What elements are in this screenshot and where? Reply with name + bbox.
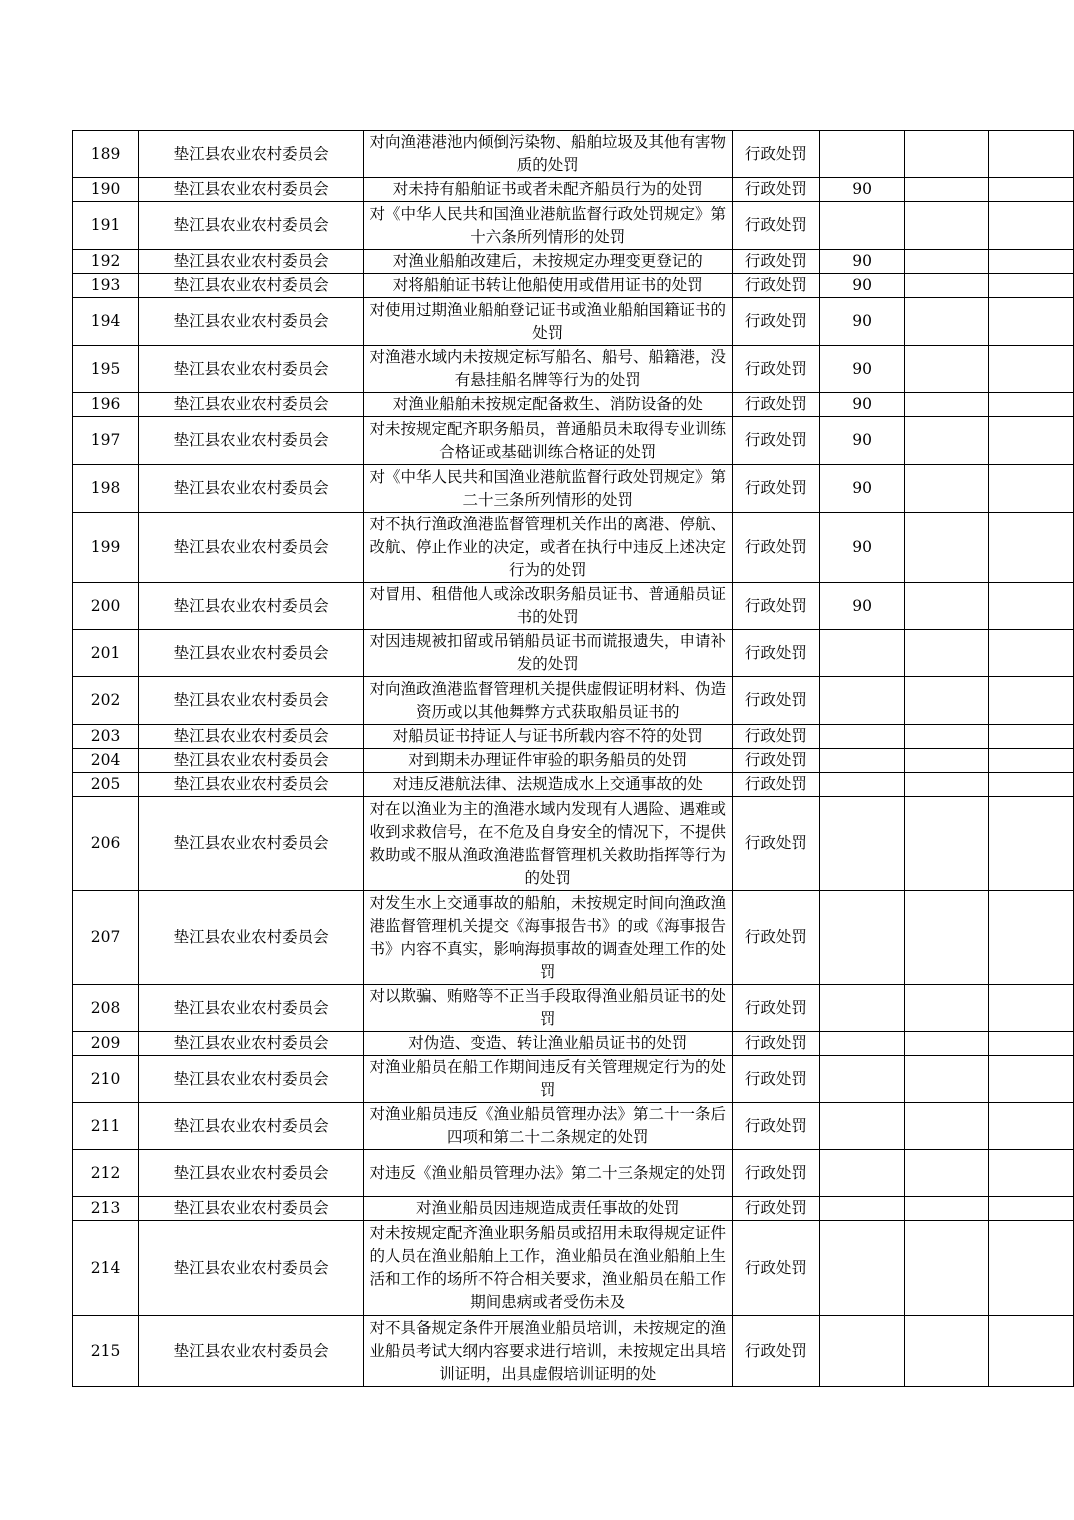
table-row: [73, 1032, 1074, 1056]
item-name-cell: 对伪造、变造、转让渔业船员证书的处罚: [364, 1032, 732, 1056]
item-type-cell: 行政处罚: [732, 465, 820, 513]
extra-cell-1: [904, 393, 989, 417]
item-number-cell: 213: [73, 1197, 139, 1221]
item-name-cell: 对违反《渔业船员管理办法》第二十三条规定的处罚: [364, 1150, 732, 1197]
item-name-cell: 对将船舶证书转让他船使用或借用证书的处罚: [364, 274, 732, 298]
extra-cell-1: [904, 677, 989, 725]
extra-cell-2: [989, 630, 1074, 677]
item-number-cell: 191: [73, 202, 139, 250]
extra-cell-1: [904, 1056, 989, 1103]
extra-cell-2: [989, 202, 1074, 250]
item-name-cell: 对到期未办理证件审验的职务船员的处罚: [364, 749, 732, 773]
department-cell: 垫江县农业农村委员会: [139, 393, 364, 417]
time-limit-cell: [820, 1221, 905, 1316]
item-type-cell: 行政处罚: [732, 1316, 820, 1387]
item-name-cell: 对《中华人民共和国渔业港航监督行政处罚规定》第十六条所列情形的处罚: [364, 202, 732, 250]
item-type-cell: 行政处罚: [732, 250, 820, 274]
department-cell: 垫江县农业农村委员会: [139, 131, 364, 178]
extra-cell-1: [904, 891, 989, 985]
item-name-cell: 对渔业船员违反《渔业船员管理办法》第二十一条后四项和第二十二条规定的处罚: [364, 1103, 732, 1150]
department-cell: 垫江县农业农村委员会: [139, 891, 364, 985]
item-name-cell: 对未持有船舶证书或者未配齐船员行为的处罚: [364, 178, 732, 202]
table-body: [73, 131, 1074, 1387]
extra-cell-1: [904, 1221, 989, 1316]
item-number-cell: 210: [73, 1056, 139, 1103]
department-cell: 垫江县农业农村委员会: [139, 725, 364, 749]
table-row: [73, 1056, 1074, 1103]
extra-cell-1: [904, 274, 989, 298]
department-cell: 垫江县农业农村委员会: [139, 346, 364, 393]
table-row: [73, 797, 1074, 891]
item-type-cell: 行政处罚: [732, 1032, 820, 1056]
department-cell: 垫江县农业农村委员会: [139, 630, 364, 677]
item-name-cell: 对在以渔业为主的渔港水域内发现有人遇险、遇难或收到求救信号，在不危及自身安全的情况下，不提供救助或不服从渔政渔港监督管理机关救助指挥等行为的处罚: [364, 797, 732, 891]
item-number-cell: 202: [73, 677, 139, 725]
time-limit-cell: 90: [820, 513, 905, 583]
item-name-cell: 对不执行渔政渔港监督管理机关作出的离港、停航、改航、停止作业的决定，或者在执行中违反上述决定行为的处罚: [364, 513, 732, 583]
item-type-cell: 行政处罚: [732, 797, 820, 891]
extra-cell-2: [989, 891, 1074, 985]
extra-cell-2: [989, 298, 1074, 346]
table-row: [73, 298, 1074, 346]
extra-cell-2: [989, 131, 1074, 178]
table-row: [73, 725, 1074, 749]
table-row: [73, 985, 1074, 1032]
item-number-cell: 209: [73, 1032, 139, 1056]
item-number-cell: 204: [73, 749, 139, 773]
extra-cell-1: [904, 1197, 989, 1221]
extra-cell-1: [904, 417, 989, 465]
item-number-cell: 199: [73, 513, 139, 583]
item-number-cell: 194: [73, 298, 139, 346]
department-cell: 垫江县农业农村委员会: [139, 1197, 364, 1221]
extra-cell-2: [989, 1056, 1074, 1103]
table-row: [73, 465, 1074, 513]
extra-cell-1: [904, 202, 989, 250]
item-name-cell: 对渔业船员因违规造成责任事故的处罚: [364, 1197, 732, 1221]
time-limit-cell: [820, 985, 905, 1032]
item-type-cell: 行政处罚: [732, 725, 820, 749]
extra-cell-2: [989, 677, 1074, 725]
time-limit-cell: [820, 1316, 905, 1387]
extra-cell-1: [904, 583, 989, 630]
item-number-cell: 196: [73, 393, 139, 417]
item-number-cell: 190: [73, 178, 139, 202]
department-cell: 垫江县农业农村委员会: [139, 274, 364, 298]
time-limit-cell: 90: [820, 583, 905, 630]
item-type-cell: 行政处罚: [732, 891, 820, 985]
extra-cell-2: [989, 178, 1074, 202]
table-row: [73, 749, 1074, 773]
extra-cell-2: [989, 346, 1074, 393]
item-name-cell: 对渔港水域内未按规定标写船名、船号、船籍港，没有悬挂船名牌等行为的处罚: [364, 346, 732, 393]
item-type-cell: 行政处罚: [732, 393, 820, 417]
time-limit-cell: 90: [820, 346, 905, 393]
table-row: [73, 1103, 1074, 1150]
item-number-cell: 205: [73, 773, 139, 797]
extra-cell-1: [904, 250, 989, 274]
item-name-cell: 对违反港航法律、法规造成水上交通事故的处: [364, 773, 732, 797]
item-name-cell: 对《中华人民共和国渔业港航监督行政处罚规定》第二十三条所列情形的处罚: [364, 465, 732, 513]
item-number-cell: 192: [73, 250, 139, 274]
department-cell: 垫江县农业农村委员会: [139, 749, 364, 773]
extra-cell-1: [904, 131, 989, 178]
extra-cell-2: [989, 583, 1074, 630]
item-type-cell: 行政处罚: [732, 630, 820, 677]
item-name-cell: 对未按规定配齐职务船员，普通船员未取得专业训练合格证或基础训练合格证的处罚: [364, 417, 732, 465]
time-limit-cell: [820, 773, 905, 797]
extra-cell-1: [904, 985, 989, 1032]
department-cell: 垫江县农业农村委员会: [139, 465, 364, 513]
item-type-cell: 行政处罚: [732, 1221, 820, 1316]
department-cell: 垫江县农业农村委员会: [139, 797, 364, 891]
time-limit-cell: [820, 797, 905, 891]
item-type-cell: 行政处罚: [732, 985, 820, 1032]
table-row: [73, 1316, 1074, 1387]
time-limit-cell: [820, 131, 905, 178]
item-number-cell: 195: [73, 346, 139, 393]
department-cell: 垫江县农业农村委员会: [139, 583, 364, 630]
extra-cell-1: [904, 1316, 989, 1387]
item-name-cell: 对冒用、租借他人或涂改职务船员证书、普通船员证书的处罚: [364, 583, 732, 630]
time-limit-cell: 90: [820, 298, 905, 346]
time-limit-cell: [820, 1150, 905, 1197]
time-limit-cell: 90: [820, 393, 905, 417]
item-type-cell: 行政处罚: [732, 1103, 820, 1150]
item-name-cell: 对船员证书持证人与证书所载内容不符的处罚: [364, 725, 732, 749]
item-name-cell: 对不具备规定条件开展渔业船员培训，未按规定的渔业船员考试大纲内容要求进行培训，未按规定出具培训证明，出具虚假培训证明的处: [364, 1316, 732, 1387]
item-type-cell: 行政处罚: [732, 298, 820, 346]
extra-cell-1: [904, 1032, 989, 1056]
item-type-cell: 行政处罚: [732, 1056, 820, 1103]
item-type-cell: 行政处罚: [732, 677, 820, 725]
table-row: [73, 891, 1074, 985]
item-type-cell: 行政处罚: [732, 749, 820, 773]
time-limit-cell: [820, 1197, 905, 1221]
time-limit-cell: 90: [820, 274, 905, 298]
item-name-cell: 对渔业船员在船工作期间违反有关管理规定行为的处罚: [364, 1056, 732, 1103]
item-type-cell: 行政处罚: [732, 131, 820, 178]
time-limit-cell: [820, 1056, 905, 1103]
department-cell: 垫江县农业农村委员会: [139, 1316, 364, 1387]
table-row: [73, 773, 1074, 797]
item-number-cell: 208: [73, 985, 139, 1032]
department-cell: 垫江县农业农村委员会: [139, 677, 364, 725]
time-limit-cell: [820, 1032, 905, 1056]
extra-cell-1: [904, 465, 989, 513]
extra-cell-1: [904, 1103, 989, 1150]
department-cell: 垫江县农业农村委员会: [139, 202, 364, 250]
table-row: [73, 393, 1074, 417]
department-cell: 垫江县农业农村委员会: [139, 178, 364, 202]
extra-cell-2: [989, 393, 1074, 417]
extra-cell-2: [989, 250, 1074, 274]
item-name-cell: 对以欺骗、贿赂等不正当手段取得渔业船员证书的处罚: [364, 985, 732, 1032]
item-name-cell: 对使用过期渔业船舶登记证书或渔业船舶国籍证书的处罚: [364, 298, 732, 346]
time-limit-cell: [820, 630, 905, 677]
item-number-cell: 212: [73, 1150, 139, 1197]
item-type-cell: 行政处罚: [732, 583, 820, 630]
extra-cell-2: [989, 513, 1074, 583]
extra-cell-2: [989, 725, 1074, 749]
extra-cell-2: [989, 417, 1074, 465]
table-row: [73, 630, 1074, 677]
table-row: [73, 1221, 1074, 1316]
table-row: [73, 677, 1074, 725]
item-name-cell: 对渔业船舶未按规定配备救生、消防设备的处: [364, 393, 732, 417]
department-cell: 垫江县农业农村委员会: [139, 1103, 364, 1150]
table-row: [73, 583, 1074, 630]
time-limit-cell: [820, 1103, 905, 1150]
time-limit-cell: 90: [820, 250, 905, 274]
extra-cell-1: [904, 1150, 989, 1197]
department-cell: 垫江县农业农村委员会: [139, 1150, 364, 1197]
extra-cell-2: [989, 1221, 1074, 1316]
item-number-cell: 203: [73, 725, 139, 749]
extra-cell-1: [904, 178, 989, 202]
department-cell: 垫江县农业农村委员会: [139, 250, 364, 274]
table-row: [73, 250, 1074, 274]
extra-cell-1: [904, 749, 989, 773]
extra-cell-2: [989, 1032, 1074, 1056]
extra-cell-1: [904, 630, 989, 677]
extra-cell-2: [989, 465, 1074, 513]
item-number-cell: 197: [73, 417, 139, 465]
table-row: [73, 1197, 1074, 1221]
item-type-cell: 行政处罚: [732, 1197, 820, 1221]
extra-cell-2: [989, 749, 1074, 773]
table-row: [73, 346, 1074, 393]
item-name-cell: 对渔业船舶改建后，未按规定办理变更登记的: [364, 250, 732, 274]
item-type-cell: 行政处罚: [732, 178, 820, 202]
item-type-cell: 行政处罚: [732, 773, 820, 797]
department-cell: 垫江县农业农村委员会: [139, 985, 364, 1032]
item-number-cell: 214: [73, 1221, 139, 1316]
item-name-cell: 对向渔港港池内倾倒污染物、船舶垃圾及其他有害物质的处罚: [364, 131, 732, 178]
item-name-cell: 对向渔政渔港监督管理机关提供虚假证明材料、伪造资历或以其他舞弊方式获取船员证书的: [364, 677, 732, 725]
item-number-cell: 200: [73, 583, 139, 630]
item-number-cell: 211: [73, 1103, 139, 1150]
table-row: [73, 1150, 1074, 1197]
item-number-cell: 207: [73, 891, 139, 985]
time-limit-cell: [820, 725, 905, 749]
extra-cell-2: [989, 1197, 1074, 1221]
extra-cell-1: [904, 725, 989, 749]
table-row: [73, 202, 1074, 250]
table-row: [73, 513, 1074, 583]
extra-cell-2: [989, 274, 1074, 298]
item-type-cell: 行政处罚: [732, 1150, 820, 1197]
department-cell: 垫江县农业农村委员会: [139, 513, 364, 583]
extra-cell-2: [989, 797, 1074, 891]
department-cell: 垫江县农业农村委员会: [139, 1221, 364, 1316]
item-number-cell: 193: [73, 274, 139, 298]
extra-cell-1: [904, 797, 989, 891]
time-limit-cell: [820, 891, 905, 985]
time-limit-cell: [820, 677, 905, 725]
item-number-cell: 206: [73, 797, 139, 891]
extra-cell-2: [989, 985, 1074, 1032]
time-limit-cell: 90: [820, 465, 905, 513]
extra-cell-1: [904, 773, 989, 797]
time-limit-cell: 90: [820, 178, 905, 202]
department-cell: 垫江县农业农村委员会: [139, 1056, 364, 1103]
item-name-cell: 对因违规被扣留或吊销船员证书而谎报遗失，申请补发的处罚: [364, 630, 732, 677]
extra-cell-2: [989, 1150, 1074, 1197]
item-type-cell: 行政处罚: [732, 202, 820, 250]
item-type-cell: 行政处罚: [732, 513, 820, 583]
extra-cell-2: [989, 773, 1074, 797]
department-cell: 垫江县农业农村委员会: [139, 417, 364, 465]
table-row: [73, 178, 1074, 202]
item-number-cell: 189: [73, 131, 139, 178]
extra-cell-1: [904, 298, 989, 346]
extra-cell-2: [989, 1316, 1074, 1387]
item-name-cell: 对未按规定配齐渔业职务船员或招用未取得规定证件的人员在渔业船舶上工作，渔业船员在渔业船舶上生活和工作的场所不符合相关要求，渔业船员在船工作期间患病或者受伤未及: [364, 1221, 732, 1316]
item-number-cell: 215: [73, 1316, 139, 1387]
item-name-cell: 对发生水上交通事故的船舶，未按规定时间向渔政渔港监督管理机关提交《海事报告书》的或《海事报告书》内容不真实，影响海损事故的调查处理工作的处罚: [364, 891, 732, 985]
department-cell: 垫江县农业农村委员会: [139, 773, 364, 797]
time-limit-cell: [820, 749, 905, 773]
department-cell: 垫江县农业农村委员会: [139, 1032, 364, 1056]
item-type-cell: 行政处罚: [732, 274, 820, 298]
item-number-cell: 201: [73, 630, 139, 677]
extra-cell-2: [989, 1103, 1074, 1150]
table-row: [73, 274, 1074, 298]
table-row: [73, 417, 1074, 465]
item-type-cell: 行政处罚: [732, 346, 820, 393]
time-limit-cell: [820, 202, 905, 250]
extra-cell-1: [904, 346, 989, 393]
penalty-items-table: [72, 130, 1074, 1387]
time-limit-cell: 90: [820, 417, 905, 465]
item-number-cell: 198: [73, 465, 139, 513]
extra-cell-1: [904, 513, 989, 583]
item-type-cell: 行政处罚: [732, 417, 820, 465]
department-cell: 垫江县农业农村委员会: [139, 298, 364, 346]
table-row: [73, 131, 1074, 178]
